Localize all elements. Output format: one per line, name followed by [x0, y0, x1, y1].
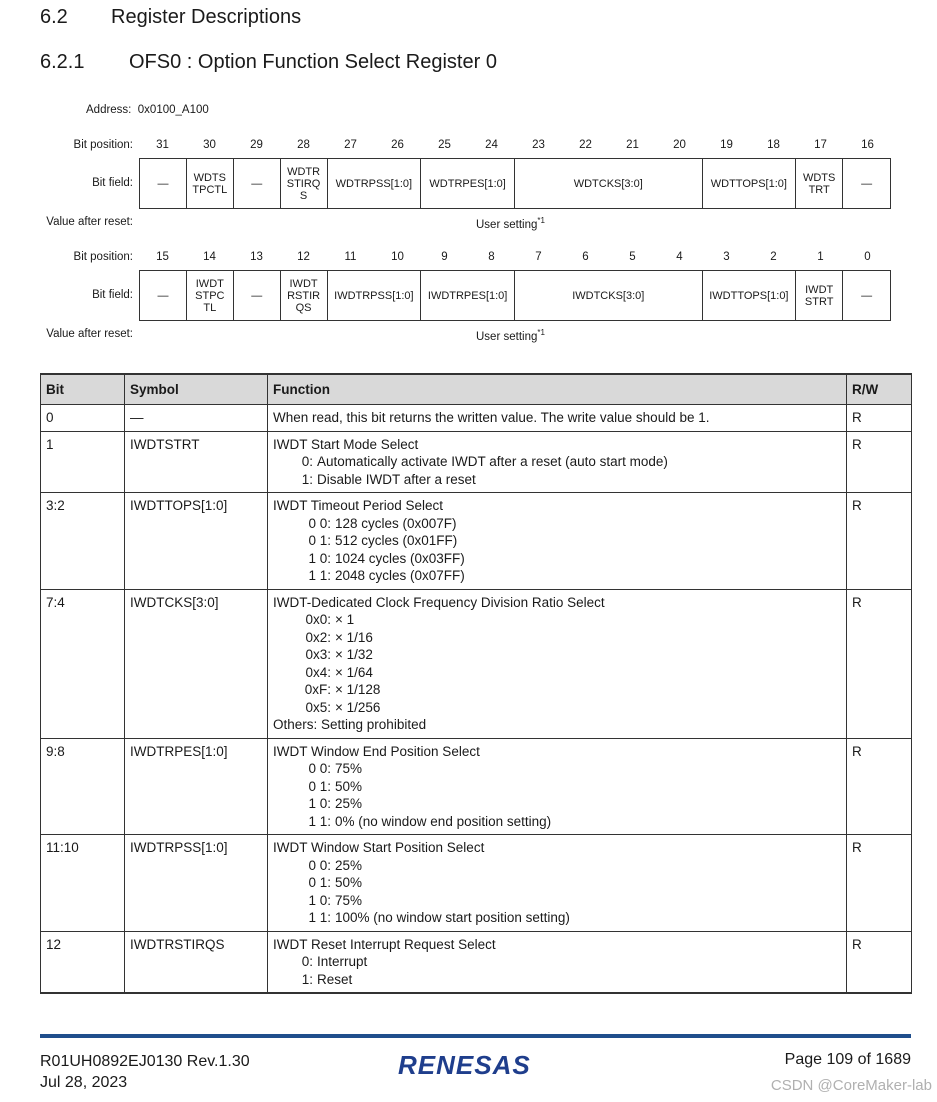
- option-key: 1 1:: [308, 568, 331, 583]
- table-row: [41, 589, 912, 738]
- option-key: 1 1:: [308, 910, 331, 925]
- function-title: IWDT Window End Position Select: [273, 743, 480, 759]
- bit-field-cell: WDTCKS[3:0]: [515, 159, 703, 208]
- bit-field-cell: IWDTRPSS[1:0]: [328, 271, 422, 320]
- option-key: 0 1:: [308, 875, 331, 890]
- function-option: [273, 813, 841, 831]
- option-value: × 1/32: [335, 647, 373, 662]
- bit-number: 13: [250, 251, 263, 263]
- option-key: 1 1:: [308, 813, 331, 829]
- option-value: 25%: [335, 796, 363, 811]
- subsection-heading: [40, 51, 497, 74]
- function-option: [273, 629, 841, 647]
- cell-rw: R: [847, 835, 912, 932]
- cell-bit: 3:2: [41, 493, 125, 590]
- cell-bit: 12: [41, 931, 125, 993]
- bit-number: 24: [485, 139, 498, 151]
- option-key: 0 0:: [308, 515, 331, 531]
- header-bit: Bit: [41, 374, 125, 405]
- function-option: [273, 778, 841, 796]
- table-row: [41, 431, 912, 493]
- cell-symbol: IWDTCKS[3:0]: [125, 589, 268, 738]
- bit-number: 9: [441, 251, 448, 263]
- cell-function: [268, 738, 847, 835]
- reset-value-upper: [476, 216, 545, 231]
- bit-number: 1: [817, 251, 824, 263]
- bit-number: 4: [676, 251, 683, 263]
- option-value: × 1: [335, 612, 355, 627]
- bit-number: 18: [767, 139, 780, 151]
- option-value: 1024 cycles (0x03FF): [335, 550, 465, 566]
- bit-field-cell: IWDT STRT: [796, 271, 843, 320]
- function-option: [273, 532, 841, 550]
- bit-number: 8: [488, 251, 495, 263]
- function-title: When read, this bit returns the written value. The write value should be 1.: [273, 410, 710, 425]
- bit-position-label-lower: Bit position:: [73, 251, 133, 263]
- cell-symbol: IWDTRSTIRQS: [125, 931, 268, 993]
- table-row: [41, 931, 912, 993]
- bit-number: 3: [723, 251, 730, 263]
- upper-bit-field-row: [139, 158, 891, 209]
- bit-position-label-upper: Bit position:: [73, 139, 133, 151]
- bit-number: 22: [579, 139, 592, 151]
- function-option: [273, 646, 841, 664]
- cell-symbol: IWDTTOPS[1:0]: [125, 493, 268, 590]
- bit-field-cell: WDTRPES[1:0]: [421, 159, 515, 208]
- cell-symbol: IWDTSTRT: [125, 431, 268, 493]
- option-key: 1 0:: [308, 892, 331, 908]
- option-value: Disable IWDT after a reset: [317, 471, 476, 487]
- option-value: 75%: [335, 892, 363, 908]
- bit-number: 30: [203, 139, 216, 151]
- bit-field-cell: IWDT STPC TL: [187, 271, 234, 320]
- cell-rw: R: [847, 493, 912, 590]
- bit-number: 11: [344, 251, 357, 263]
- bit-number: 28: [297, 139, 310, 151]
- bit-number: 15: [156, 251, 169, 263]
- bit-field-cell: IWDTTOPS[1:0]: [703, 271, 797, 320]
- bit-number: 23: [532, 139, 545, 151]
- reset-value-label-upper: Value after reset:: [46, 216, 133, 228]
- option-key: 0 1:: [308, 778, 331, 794]
- function-title: IWDT Timeout Period Select: [273, 498, 444, 513]
- function-title: IWDT Reset Interrupt Request Select: [273, 936, 496, 952]
- option-key: 0:: [301, 954, 313, 969]
- bit-field-cell: —: [861, 289, 873, 302]
- bit-number: 21: [626, 139, 639, 151]
- doc-date: Jul 28, 2023: [40, 1074, 128, 1091]
- cell-symbol: IWDTRPSS[1:0]: [125, 835, 268, 932]
- address-label: Address:: [86, 104, 132, 116]
- table-row: [41, 738, 912, 835]
- header-function: Function: [268, 374, 847, 405]
- function-option: [273, 892, 841, 910]
- section-heading: [40, 6, 301, 29]
- option-key: 0x3:: [305, 647, 331, 662]
- cell-bit: 7:4: [41, 589, 125, 738]
- doc-id: R01UH0892EJ0130 Rev.1.30: [40, 1053, 250, 1070]
- option-value: Reset: [317, 971, 353, 987]
- reset-value-label-lower: Value after reset:: [46, 328, 133, 340]
- function-option: [273, 453, 841, 471]
- option-key: 1:: [301, 471, 313, 487]
- bit-number: 31: [156, 139, 169, 151]
- bit-number: 6: [582, 251, 589, 263]
- bit-field-label-lower: Bit field:: [92, 289, 133, 301]
- option-value: × 1/16: [335, 629, 373, 645]
- function-others: Others: Setting prohibited: [273, 717, 427, 732]
- option-value: 0% (no window end position setting): [335, 813, 552, 829]
- bit-number: 25: [438, 139, 451, 151]
- bit-number: 26: [391, 139, 404, 151]
- bit-number: 27: [344, 139, 357, 151]
- table-header-row: [41, 374, 912, 405]
- option-key: 0x0:: [305, 612, 331, 627]
- option-key: 0x4:: [305, 664, 331, 680]
- option-key: 0xF:: [304, 682, 331, 697]
- option-value: Automatically activate IWDT after a reset (auto start mode): [317, 454, 668, 469]
- option-key: 0 0:: [308, 761, 331, 776]
- bit-field-label-upper: Bit field:: [92, 177, 133, 189]
- cell-rw: R: [847, 738, 912, 835]
- option-value: × 1/256: [335, 699, 381, 715]
- reset-value-text: User setting: [476, 218, 538, 231]
- bit-field-cell: WDTTOPS[1:0]: [703, 159, 797, 208]
- option-value: 50%: [335, 778, 363, 794]
- option-key: 0x2:: [305, 629, 331, 645]
- function-option: [273, 760, 841, 778]
- option-key: 0 1:: [308, 533, 331, 548]
- function-option: [273, 681, 841, 699]
- header-rw: R/W: [847, 374, 912, 405]
- option-value: × 1/64: [335, 664, 373, 680]
- bit-field-cell: WDTS TPCTL: [187, 159, 234, 208]
- renesas-logo: RENESAS: [398, 1050, 531, 1080]
- option-value: 25%: [335, 857, 363, 873]
- option-value: 75%: [335, 761, 363, 776]
- bit-number: 14: [203, 251, 216, 263]
- option-key: 0 0:: [308, 857, 331, 873]
- cell-function: [268, 589, 847, 738]
- bit-field-cell: IWDTCKS[3:0]: [515, 271, 703, 320]
- reset-value-text: User setting: [476, 330, 538, 343]
- cell-rw: R: [847, 431, 912, 493]
- section-title: Register Descriptions: [111, 6, 302, 28]
- cell-function: [268, 431, 847, 493]
- option-value: × 1/128: [335, 682, 381, 697]
- cell-symbol: IWDTRPES[1:0]: [125, 738, 268, 835]
- option-value: 2048 cycles (0x07FF): [335, 568, 465, 583]
- option-value: 512 cycles (0x01FF): [335, 533, 458, 548]
- option-value: 50%: [335, 875, 363, 890]
- table-row: [41, 493, 912, 590]
- bit-number: 7: [535, 251, 542, 263]
- reset-note-ref: *1: [537, 216, 545, 225]
- subsection-title: OFS0 : Option Function Select Register 0: [129, 51, 497, 73]
- cell-rw: R: [847, 931, 912, 993]
- function-title: IWDT Start Mode Select: [273, 436, 419, 452]
- function-title: IWDT-Dedicated Clock Frequency Division Ratio Select: [273, 594, 605, 610]
- function-option: [273, 611, 841, 629]
- reset-value-lower: [476, 328, 545, 343]
- function-option: [273, 909, 841, 927]
- subsection-number: 6.2.1: [40, 51, 85, 73]
- cell-function: [268, 931, 847, 993]
- bit-number: 0: [864, 251, 871, 263]
- option-value: Interrupt: [317, 954, 368, 969]
- function-option: [273, 971, 841, 989]
- cell-bit: 0: [41, 405, 125, 432]
- function-option: [273, 515, 841, 533]
- footer-doc-info: [40, 1051, 250, 1093]
- bit-number: 2: [770, 251, 777, 263]
- reset-note-ref: *1: [537, 328, 545, 337]
- cell-function: [268, 493, 847, 590]
- cell-rw: R: [847, 405, 912, 432]
- bit-field-cell: IWDT RSTIR QS: [281, 271, 328, 320]
- bit-field-cell: —: [861, 177, 873, 190]
- function-option: [273, 953, 841, 971]
- cell-function: [268, 835, 847, 932]
- function-option: [273, 550, 841, 568]
- bit-number: 29: [250, 139, 263, 151]
- header-symbol: Symbol: [125, 374, 268, 405]
- table-row: [41, 405, 912, 432]
- function-option: [273, 699, 841, 717]
- bit-description-table: [40, 373, 912, 994]
- cell-bit: 1: [41, 431, 125, 493]
- bit-field-cell: WDTRPSS[1:0]: [328, 159, 422, 208]
- function-option: [273, 664, 841, 682]
- bit-field-cell: —: [140, 271, 187, 320]
- bit-field-cell: WDTR STIRQ S: [281, 159, 328, 208]
- section-number: 6.2: [40, 6, 68, 28]
- bit-field-cell: WDTS TRT: [796, 159, 843, 208]
- bit-number: 12: [297, 251, 310, 263]
- address-value: 0x0100_A100: [137, 104, 209, 116]
- function-option: [273, 874, 841, 892]
- bit-number: 5: [629, 251, 636, 263]
- bit-number: 16: [861, 139, 874, 151]
- page-number: Page 109 of 1689: [784, 1051, 911, 1068]
- function-title: IWDT Window Start Position Select: [273, 840, 485, 855]
- cell-symbol: —: [125, 405, 268, 432]
- lower-bit-field-row: [139, 270, 891, 321]
- option-key: 0x5:: [305, 699, 331, 715]
- option-value: 100% (no window start position setting): [335, 910, 570, 925]
- bit-field-cell: —: [234, 159, 281, 208]
- function-option: [273, 795, 841, 813]
- option-key: 1:: [301, 971, 313, 987]
- register-address: [86, 104, 209, 116]
- table-row: [41, 835, 912, 932]
- function-option: [273, 567, 841, 585]
- function-option: [273, 857, 841, 875]
- cell-bit: 11:10: [41, 835, 125, 932]
- cell-rw: R: [847, 589, 912, 738]
- bit-field-cell: —: [234, 271, 281, 320]
- bit-number: 20: [673, 139, 686, 151]
- csdn-watermark: CSDN @CoreMaker-lab: [770, 1077, 932, 1094]
- option-key: 1 0:: [308, 796, 331, 811]
- bit-number: 17: [814, 139, 827, 151]
- bit-field-cell: —: [140, 159, 187, 208]
- bit-field-cell: IWDTRPES[1:0]: [421, 271, 515, 320]
- cell-function: [268, 405, 847, 432]
- option-value: 128 cycles (0x007F): [335, 515, 457, 531]
- option-key: 0:: [301, 454, 313, 469]
- option-key: 1 0:: [308, 550, 331, 566]
- cell-bit: 9:8: [41, 738, 125, 835]
- function-option: [273, 471, 841, 489]
- bit-number: 19: [720, 139, 733, 151]
- bit-number: 10: [391, 251, 404, 263]
- footer-divider: [40, 1034, 911, 1038]
